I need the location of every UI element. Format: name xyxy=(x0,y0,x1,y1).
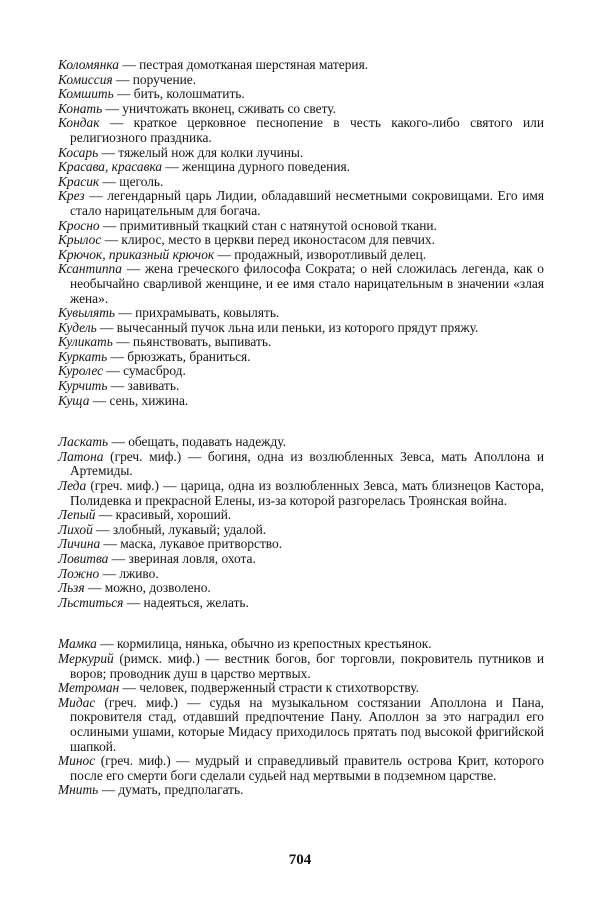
glossary-entry xyxy=(58,508,544,523)
entry-headword: Комиссия xyxy=(58,71,113,87)
entry-separator: — xyxy=(100,536,121,552)
glossary-section xyxy=(58,435,544,610)
entry-definition: щеголь. xyxy=(119,173,164,189)
glossary-entry xyxy=(58,394,544,409)
entry-headword: Мидас xyxy=(58,694,96,710)
glossary-entry xyxy=(58,754,544,783)
entry-headword: Крылос xyxy=(58,232,102,248)
entry-definition: женщина дурного поведения. xyxy=(182,159,351,175)
entry-definition: бить, колошматить. xyxy=(133,86,245,102)
entry-separator: — xyxy=(118,57,140,72)
entry-definition: краткое церковное песнопение в честь какого-либо святого или религиозного праздника. xyxy=(70,115,545,145)
entry-definition: прихрамывать, ковылять. xyxy=(135,305,280,321)
entry-definition: завивать. xyxy=(127,378,180,394)
entry-definition: сень, хижина. xyxy=(109,392,189,408)
glossary-entry xyxy=(58,596,544,611)
entry-definition: кормилица, нянька, обычно из крепостных крестьянок. xyxy=(116,636,432,652)
glossary-entry xyxy=(58,652,544,681)
entry-definition: (римск. миф.) — вестник богов, бог торговли, покровитель путников и воров; проводник душ в царство мертвых. xyxy=(70,650,544,681)
entry-definition: поручение. xyxy=(132,71,197,87)
glossary-column xyxy=(58,58,544,798)
entry-definition: человек, подверженный страсти к стихотворству. xyxy=(139,680,420,696)
glossary-entry xyxy=(58,189,544,218)
entry-headword: Крючок, приказный крючок xyxy=(58,246,215,262)
page-number: 704 xyxy=(288,852,312,868)
entry-separator: — xyxy=(99,173,120,189)
entry-separator: — xyxy=(113,86,134,102)
glossary-entry xyxy=(58,537,544,552)
glossary-entry xyxy=(58,335,544,350)
glossary-entry xyxy=(58,306,544,321)
entry-definition: вычесанный пучок льна или пеньки, из которого прядут пряжу. xyxy=(116,319,479,335)
section-gap xyxy=(58,408,544,435)
entry-separator: — xyxy=(89,392,110,408)
entry-definition: надеяться, желать. xyxy=(143,594,249,610)
entry-headword: Куролес xyxy=(58,363,104,379)
entry-separator: — xyxy=(107,378,128,394)
entry-separator: — xyxy=(102,100,123,116)
glossary-entry xyxy=(58,696,544,754)
entry-headword: Крез xyxy=(58,188,85,204)
entry-separator: — xyxy=(99,115,134,131)
entry-definition: пьянствовать, выпивать. xyxy=(132,334,272,350)
glossary-entry xyxy=(58,479,544,508)
glossary-entry xyxy=(58,73,544,88)
entry-separator: — xyxy=(96,636,117,652)
entry-separator: — xyxy=(112,334,133,350)
entry-headword: Лихой xyxy=(58,521,93,537)
entry-definition: (греч. миф.) — судья на музыкальном состязании Аполлона и Пана, покровителя стад, отдавший предпочтение Пану. Аполлон за это наградил его ослиными ушами, которые Мидасу приходилось прятать под высокой фригийской шапкой. xyxy=(70,694,544,754)
glossary-entry xyxy=(58,379,544,394)
entry-headword: Конать xyxy=(58,100,103,116)
entry-headword: Красик xyxy=(58,173,100,189)
entry-separator: — xyxy=(96,319,117,335)
entry-separator: — xyxy=(98,144,119,160)
entry-definition: можно, дозволено. xyxy=(104,580,211,596)
entry-separator: — xyxy=(98,782,119,798)
glossary-section xyxy=(58,637,544,798)
entry-headword: Кросно xyxy=(58,217,100,233)
entry-headword: Ловитва xyxy=(58,551,109,566)
entry-separator: — xyxy=(107,348,128,364)
entry-separator: — xyxy=(99,217,120,233)
entry-headword: Косарь xyxy=(58,144,99,160)
entry-headword: Ласкать xyxy=(58,434,109,450)
entry-headword: Кондак xyxy=(58,115,100,131)
entry-definition: маска, лукавое притворство. xyxy=(120,536,283,552)
glossary-entry xyxy=(58,87,544,102)
entry-headword: Кудель xyxy=(58,319,97,335)
entry-definition: злобный, лукавый; удалой. xyxy=(112,521,267,537)
entry-headword: Куркать xyxy=(58,348,108,364)
entry-headword: Латона xyxy=(58,448,104,464)
entry-definition: тяжелый нож для колки лучины. xyxy=(118,144,304,160)
entry-definition: брюзжать, браниться. xyxy=(127,348,251,364)
entry-definition: легендарный царь Лидии, обладавший несметными сокровищами. Его имя стало нарицательным для богача. xyxy=(70,188,544,218)
glossary-section xyxy=(58,58,544,408)
entry-headword: Мнить xyxy=(58,782,99,798)
entry-definition: (греч. миф.) — богиня, одна из возлюбленных Зевса, мать Аполлона и Артемиды. xyxy=(70,448,544,479)
entry-separator: — xyxy=(123,594,144,610)
glossary-entry xyxy=(58,435,544,450)
entry-definition: уничтожать вконец, сживать со свету. xyxy=(122,100,336,116)
glossary-entry xyxy=(58,552,544,567)
glossary-entry xyxy=(58,219,544,234)
entry-headword: Ксантиппа xyxy=(58,261,122,277)
glossary-entry xyxy=(58,321,544,336)
entry-headword: Кувылять xyxy=(58,305,115,321)
entry-separator: — xyxy=(99,565,120,581)
entry-separator: — xyxy=(92,521,113,537)
entry-separator: — xyxy=(121,261,145,277)
entry-definition: обещать, подавать надежду. xyxy=(128,434,286,450)
glossary-entry xyxy=(58,637,544,652)
glossary-entry xyxy=(58,146,544,161)
glossary-entry xyxy=(58,350,544,365)
entry-definition: жена греческого философа Сократа; о ней сложилась легенда, как о необычайно сварливой женщине, и ее имя стало нарицательным в значении «злая жена». xyxy=(70,261,544,306)
glossary-entry xyxy=(58,58,544,73)
entry-definition: лживо. xyxy=(119,565,159,581)
entry-headword: Меркурий xyxy=(58,650,114,666)
entry-separator: — xyxy=(112,71,133,87)
entry-separator: — xyxy=(214,246,235,262)
glossary-entry xyxy=(58,783,544,798)
entry-headword: Льститься xyxy=(58,594,124,610)
entry-definition: продажный, изворотливый делец. xyxy=(234,246,427,262)
entry-headword: Ложно xyxy=(58,565,100,581)
entry-headword: Комшить xyxy=(58,86,114,102)
glossary-entry xyxy=(58,581,544,596)
entry-headword: Красава, красавка xyxy=(58,159,163,175)
entry-definition: примитивный ткацкий стан с натянутой основой ткани. xyxy=(119,217,437,233)
entry-separator: — xyxy=(101,232,122,248)
glossary-entry xyxy=(58,102,544,117)
glossary-entry xyxy=(58,233,544,248)
glossary-entry xyxy=(58,175,544,190)
entry-separator: — xyxy=(84,580,105,596)
entry-definition: клирос, место в церкви перед иконостасом для певчих. xyxy=(121,232,435,248)
entry-headword: Леда xyxy=(58,478,87,494)
entry-headword: Лепый xyxy=(58,507,96,523)
entry-definition: пестрая домотканая шерстяная материя. xyxy=(139,57,369,72)
entry-separator: — xyxy=(84,188,108,204)
entry-headword: Льзя xyxy=(58,580,85,596)
glossary-entry xyxy=(58,262,544,306)
entry-headword: Курчить xyxy=(58,378,108,394)
entry-headword: Мамка xyxy=(58,636,97,652)
entry-definition: сумасброд. xyxy=(123,363,186,379)
entry-definition: думать, предполагать. xyxy=(118,782,244,798)
entry-separator: — xyxy=(103,363,124,379)
entry-separator: — xyxy=(108,434,129,450)
entry-definition: (греч. миф.) — мудрый и справедливый правитель острова Крит, которого после его смерти боги сделали судьей над мертвыми в подземном царстве. xyxy=(70,753,544,783)
entry-definition: звериная ловля, охота. xyxy=(128,551,256,566)
entry-headword: Коломянка xyxy=(58,57,119,72)
glossary-entry xyxy=(58,248,544,263)
glossary-entry xyxy=(58,116,544,145)
entry-headword: Куща xyxy=(58,392,90,408)
glossary-entry xyxy=(58,523,544,538)
glossary-entry xyxy=(58,160,544,175)
entry-separator: — xyxy=(108,551,129,566)
entry-definition: красивый, хороший. xyxy=(115,507,232,523)
entry-definition: (греч. миф.) — царица, одна из возлюбленных Зевса, мать близнецов Кастора, Полидевка и прекрасной Елены, из-за которой разгорелась Троянская война. xyxy=(70,478,544,508)
glossary-entry xyxy=(58,450,544,479)
section-gap xyxy=(58,610,544,637)
entry-headword: Метроман xyxy=(58,680,120,696)
entry-headword: Минос xyxy=(58,753,96,769)
entry-separator: — xyxy=(162,159,183,175)
entry-headword: Личина xyxy=(58,536,101,552)
entry-separator: — xyxy=(95,507,116,523)
glossary-entry xyxy=(58,364,544,379)
glossary-entry xyxy=(58,567,544,582)
glossary-entry xyxy=(58,681,544,696)
entry-separator: — xyxy=(119,680,140,696)
entry-headword: Куликать xyxy=(58,334,113,350)
entry-separator: — xyxy=(114,305,136,321)
